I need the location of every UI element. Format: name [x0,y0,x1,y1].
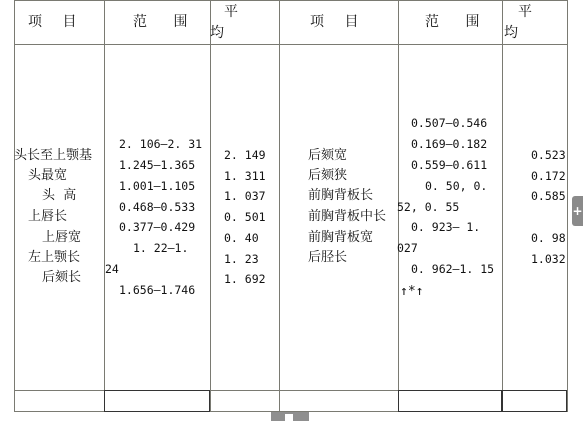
left-range-3: 1.001—1.105 [119,179,196,193]
table-border-col2 [104,0,105,412]
header-range-left: 范 围 [133,14,188,30]
right-item-hind-tibia-length: 后胫长 [308,250,348,265]
left-avg-7: 1. 692 [224,272,266,286]
left-range-7: 1.656—1.746 [119,283,196,297]
left-avg-4: 0. 501 [224,210,266,224]
right-range-4a: 0. 50, 0. [425,179,488,193]
left-range-6a: 1. 22—1. [133,241,189,255]
header-bottom-border [14,44,568,45]
right-range-2: 0.169—0.182 [411,137,488,151]
right-avg-5: 0. 98 [531,231,566,245]
right-item-postmentum-width: 后颏宽 [308,148,348,163]
left-avg-5: 0. 40 [224,231,259,245]
left-item-postmentum-length: 后颏长 [42,270,82,285]
left-range-4: 0.468—0.533 [119,200,196,214]
left-item-head-length: 头长至上颚基 [14,148,93,163]
right-avg-6: 1.032 [531,252,566,266]
plus-icon: + [572,204,583,218]
header-avg-right-bottom: 均 [504,25,518,41]
right-range-6: 0. 962—1. 15 [411,262,495,276]
right-range-4b: 52, 0. 55 [397,200,460,214]
header-avg-right-top: 平 [518,4,532,20]
expand-side-tab[interactable] [572,196,583,226]
left-avg-1: 2. 149 [224,148,266,162]
left-range-6b: 24 [105,262,119,276]
table-border-col3 [210,0,211,412]
left-range-1: 2. 106—2. 31 [119,137,203,151]
header-avg-left-top: 平 [224,4,238,20]
right-range-1: 0.507—0.546 [411,116,488,130]
left-avg-2: 1. 311 [224,169,266,183]
left-range-5: 0.377—0.429 [119,220,196,234]
table-border-right [567,0,568,412]
header-avg-left-bottom: 均 [210,25,224,41]
header-range-right: 范 围 [425,14,480,30]
left-item-head-width: 头最宽 [28,168,68,183]
right-avg-2: 0.172 [531,169,566,183]
left-avg-6: 1. 23 [224,252,259,266]
left-item-head-height: 头 高 [42,188,77,203]
right-range-5a: 0. 923— 1. [411,220,481,234]
header-item-left: 项 目 [28,14,77,30]
footer-range-right-box [398,390,502,412]
header-top-border [14,0,568,1]
left-range-2: 1.245—1.365 [119,158,196,172]
left-item-mandible-length: 左上颚长 [28,250,81,265]
table-border-col4 [279,0,280,412]
table-border-col6 [502,0,503,412]
right-range-3: 0.559—0.611 [411,158,488,172]
left-item-labrum-length: 上唇长 [28,209,68,224]
right-item-postmentum-narrow: 后颏狭 [308,168,348,183]
right-range-marks: ↑*↑ [400,284,424,299]
table-border-left [14,0,15,412]
right-avg-3: 0.585 [531,189,566,203]
footer-range-left-box [104,390,210,412]
up-arrow-icon [285,414,293,421]
right-item-pronotum-length: 前胸背板长 [308,188,374,203]
right-item-pronotum-width: 前胸背板宽 [308,230,374,245]
header-item-right: 项 目 [310,14,359,30]
left-item-labrum-width: 上唇宽 [42,230,82,245]
right-avg-1: 0.523 [531,148,566,162]
left-avg-3: 1. 037 [224,189,266,203]
footer-avg-right-box [502,390,567,412]
right-item-pronotum-mid-length: 前胸背板中长 [308,209,387,224]
right-range-5b: 027 [397,241,418,255]
collapse-bottom-tab[interactable] [271,412,309,421]
